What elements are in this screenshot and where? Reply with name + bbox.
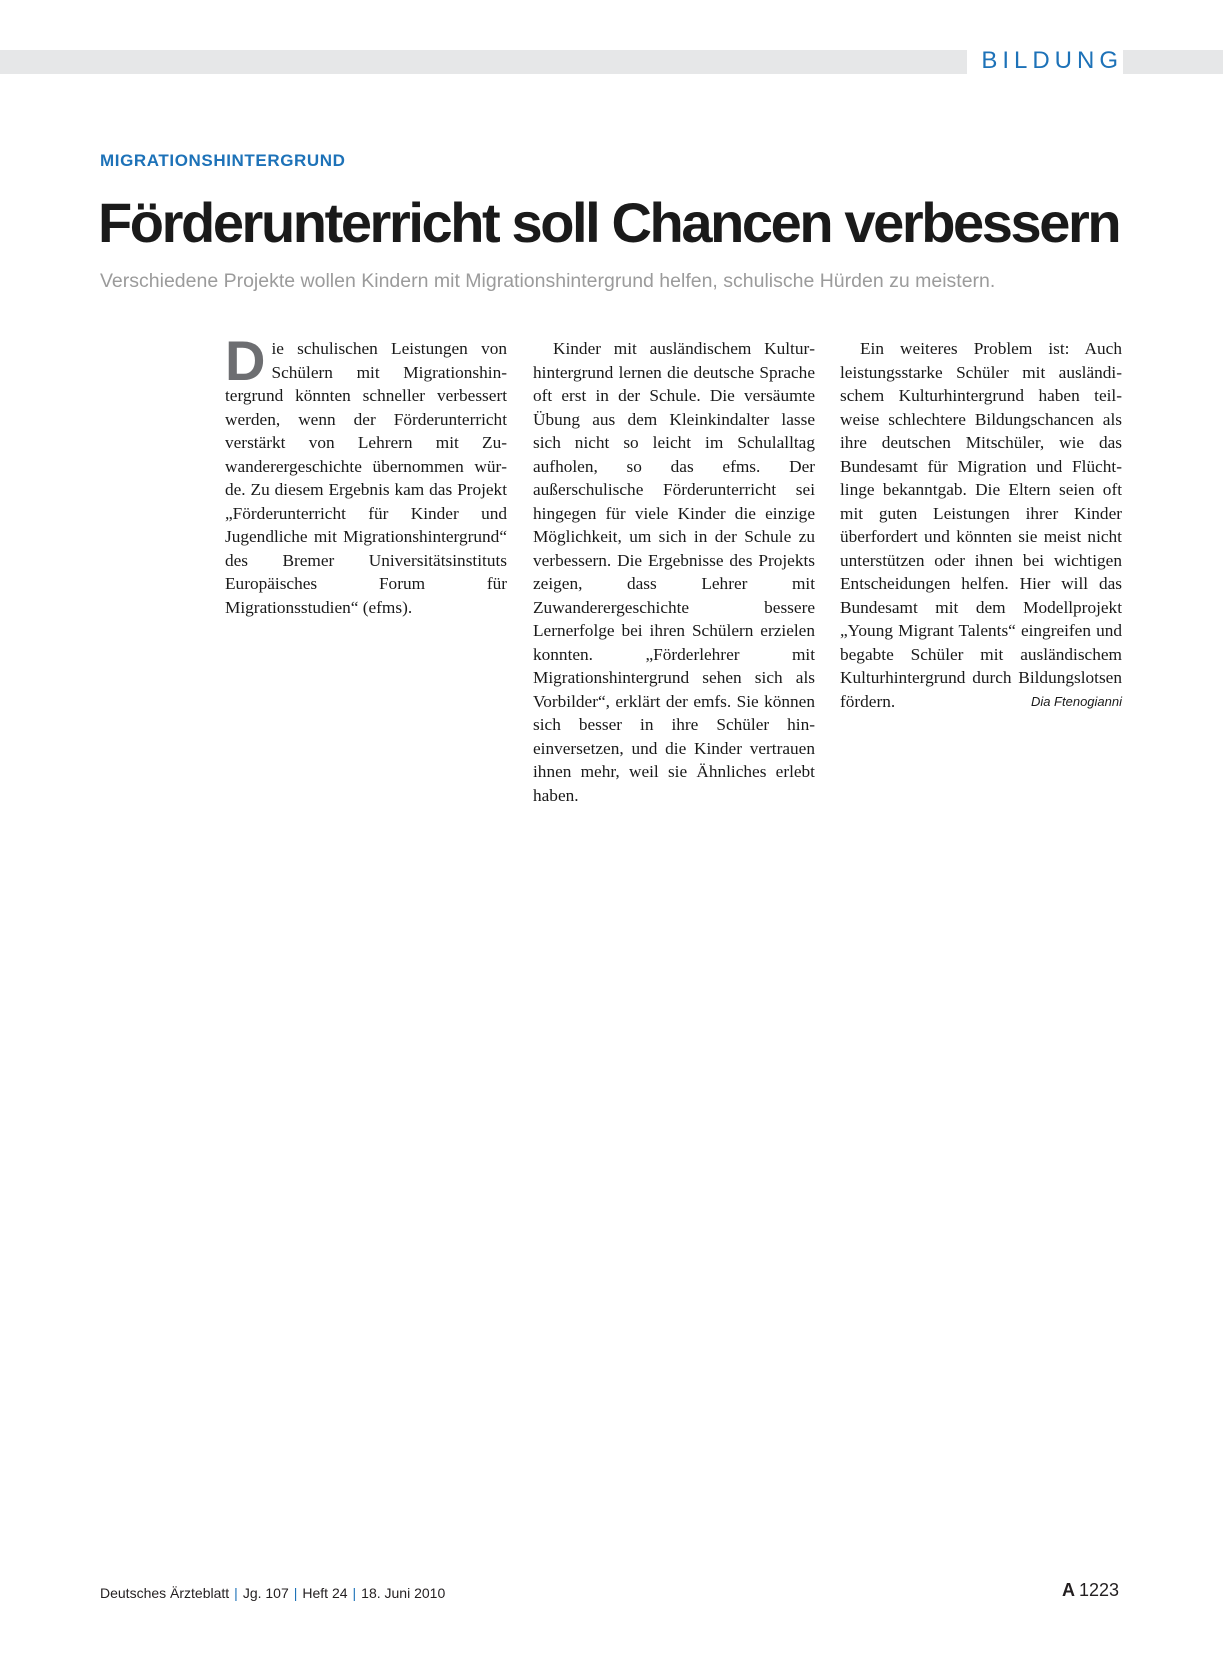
page-number-value: 1223	[1078, 1580, 1119, 1600]
text-column-1	[225, 329, 507, 619]
footer-separator: |	[293, 1585, 298, 1601]
section-label: BILDUNG	[967, 46, 1123, 76]
text-column-2	[533, 337, 815, 807]
text-column-3	[840, 337, 1122, 713]
page-prefix: A	[1061, 1580, 1075, 1600]
paragraph-1	[225, 329, 507, 619]
paragraph-3-text: Ein weiteres Problem ist: Auch leistungsstarke Schüler mit ausländischem Kulturhintergrund haben teilweise schlechtere Bildungschancen als ihre deutschen Mitschüler, wie das Bundesamt für Migration und Flüchtlinge bekanntgab. Die Eltern seien oft mit guten Leistungen ihrer Kinder überfordert und könnten sie meist nicht unterstützen oder ihnen bei wichtigen Entscheidungen helfen. Hier will das Bundesamt mit dem Modellprojekt „Young Migrant Talents“ eingreifen und begabte Schüler mit ausländischem Kulturhintergrund durch Bildungslotsen fördern.	[840, 339, 1122, 711]
paragraph-3	[840, 337, 1122, 713]
journal-issue: Heft 24	[302, 1585, 348, 1601]
issue-date: 18. Juni 2010	[361, 1585, 446, 1601]
article-kicker: MIGRATIONSHINTERGRUND	[100, 151, 346, 170]
journal-volume: Jg. 107	[242, 1585, 289, 1601]
journal-name: Deutsches Ärzteblatt	[100, 1585, 230, 1601]
paragraph-2: Kinder mit ausländischem Kulturhintergrund lernen die deutsche Sprache oft erst in der Schule. Die versäumte Übung aus dem Kleinkindalter lasse sich nicht so leicht im Schulalltag aufholen, so das efms. Der außerschulische Förderunterricht sei hingegen für viele Kinder die einzige Möglichkeit, um sich in der Schule zu verbessern. Die Ergebnisse des Projekts zeigen, dass Lehrer mit Zuwanderergeschichte bessere Lernerfolge bei ihren Schülern erzielen konnten. „Förderlehrer mit Migrationshintergrund sehen sich als Vorbilder“, erklärt der emfs. Sie können sich besser in ihre Schüler hineinversetzen, und die Kinder vertrauen ihnen mehr, weil sie Ähnliches erlebt haben.	[533, 339, 815, 805]
drop-cap: D	[225, 329, 266, 392]
page-footer	[100, 1585, 445, 1601]
footer-separator: |	[352, 1585, 357, 1601]
article-title: Förderunterricht soll Chancen verbessern	[98, 191, 1120, 254]
footer-separator: |	[234, 1585, 238, 1601]
author-byline: Dia Ftenogianni	[1030, 693, 1122, 709]
page-number	[1062, 1580, 1119, 1601]
paragraph-1-text: ie schulischen Leistungen von Schülern mit Migrationshintergrund könnten schneller verbessert werden, wenn der Förderunterricht verstärkt von Lehrern mit Zuwanderergeschichte übernommen würde. Zu diesem Ergebnis kam das Projekt „Förderunterricht für Kinder und Jugendliche mit Migrationshintergrund“ des Bremer Universitätsinstituts Europäisches Forum für Migrationsstudien“ (efms).	[225, 339, 507, 617]
article-subtitle: Verschiedene Projekte wollen Kindern mit Migrationshintergrund helfen, schulische Hürden zu meistern.	[100, 270, 996, 292]
